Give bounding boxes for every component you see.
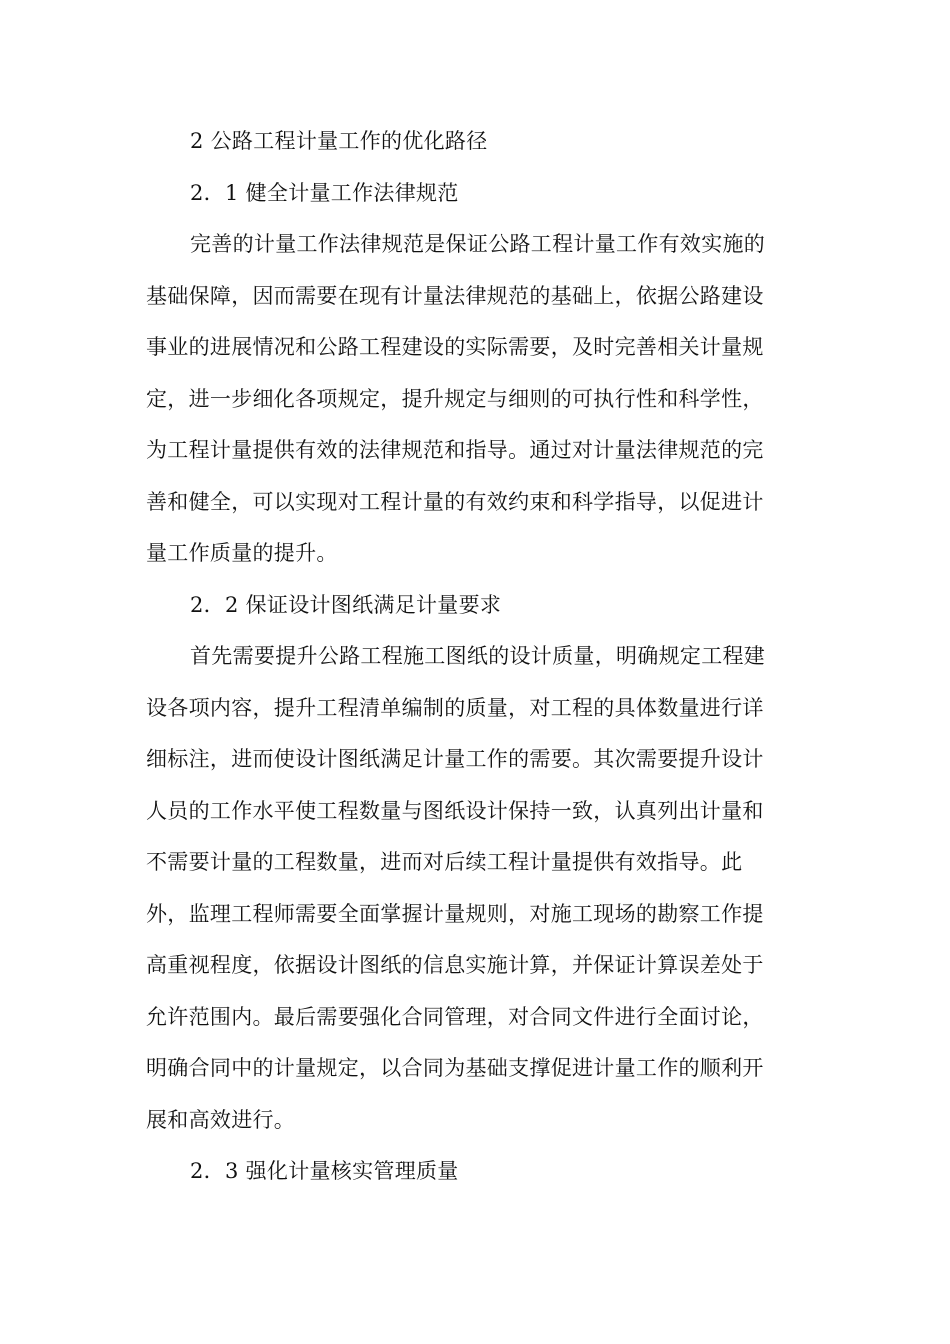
- subsection-heading: 2．1 健全计量工作法律规范: [190, 180, 459, 205]
- paragraph-line: 展和高效进行。: [146, 1107, 296, 1132]
- paragraph-line: 不需要计量的工程数量，进而对后续工程计量提供有效指导。此: [146, 850, 743, 874]
- paragraph-line: 定，进一步细化各项规定，提升规定与细则的可执行性和科学性，: [146, 386, 764, 411]
- paragraph-line: 人员的工作水平使工程数量与图纸设计保持一致，认真列出计量和: [146, 798, 764, 823]
- paragraph-line: 善和健全，可以实现对工程计量的有效约束和科学指导，以促进计: [146, 489, 764, 514]
- section-heading: 2 公路工程计量工作的优化路径: [190, 129, 488, 153]
- paragraph-line: 为工程计量提供有效的法律规范和指导。通过对计量法律规范的完: [146, 438, 764, 462]
- paragraph-line: 量工作质量的提升。: [146, 541, 338, 565]
- paragraph-line: 事业的进展情况和公路工程建设的实际需要，及时完善相关计量规: [146, 335, 764, 359]
- paragraph-line: 外，监理工程师需要全面掌握计量规则，对施工现场的勘察工作提: [146, 901, 764, 926]
- document-body: [146, 116, 798, 1198]
- paragraph-line: 首先需要提升公路工程施工图纸的设计质量，明确规定工程建: [190, 644, 766, 668]
- paragraph-line: 允许范围内。最后需要强化合同管理，对合同文件进行全面讨论，: [146, 1004, 764, 1029]
- subsection-heading: 2．2 保证设计图纸满足计量要求: [190, 592, 502, 617]
- paragraph-line: 细标注，进而使设计图纸满足计量工作的需要。其次需要提升设计: [146, 747, 764, 771]
- subsection-heading: 2．3 强化计量核实管理质量: [190, 1159, 459, 1183]
- paragraph-line: 完善的计量工作法律规范是保证公路工程计量工作有效实施的: [190, 232, 766, 256]
- paragraph-line: 明确合同中的计量规定，以合同为基础支撑促进计量工作的顺利开: [146, 1056, 764, 1080]
- paragraph-line: 基础保障，因而需要在现有计量法律规范的基础上，依据公路建设: [146, 283, 764, 308]
- paragraph-line: 设各项内容，提升工程清单编制的质量，对工程的具体数量进行详: [146, 695, 764, 720]
- paragraph-line: 高重视程度，依据设计图纸的信息实施计算，并保证计算误差处于: [146, 953, 764, 977]
